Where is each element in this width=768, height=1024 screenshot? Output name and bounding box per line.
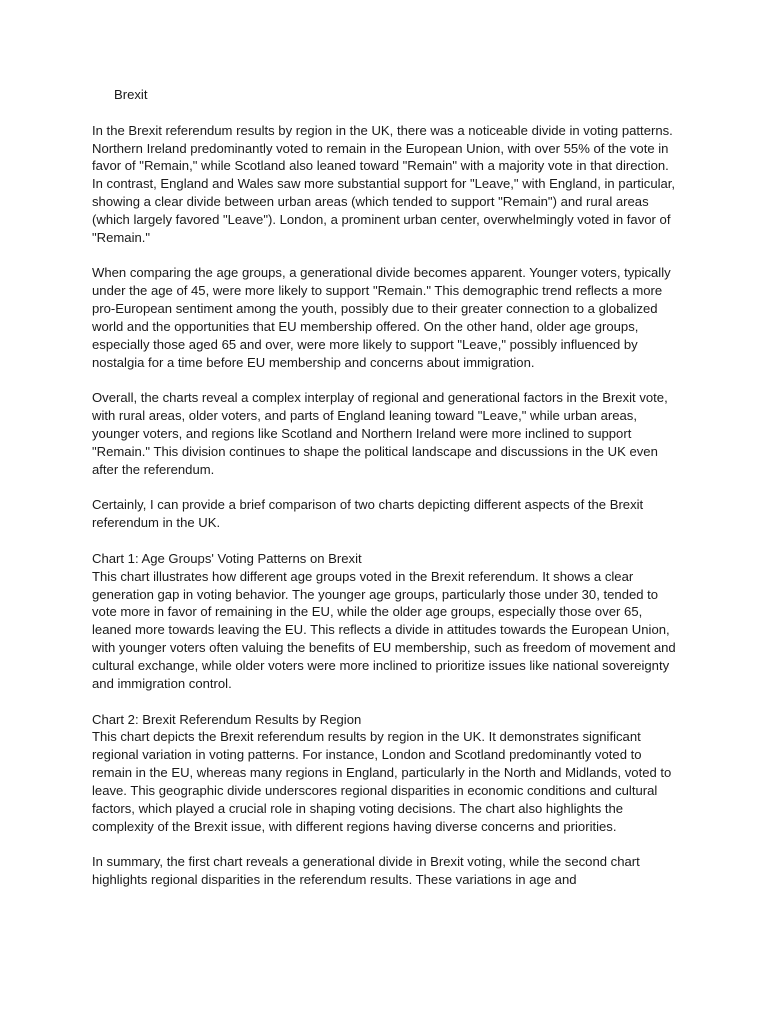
chart2-heading: Chart 2: Brexit Referendum Results by Region [92, 711, 362, 727]
document-title: Brexit [114, 87, 148, 102]
paragraph-summary: In summary, the first chart reveals a generational divide in Brexit voting, while the second chart highlights regional disparities in the referendum results. These variations in age and [92, 854, 640, 888]
paragraph-intro-comparison: Certainly, I can provide a brief comparison of two charts depicting different aspects of the Brexit referendum in the UK. [92, 497, 644, 531]
document-page [92, 86, 682, 907]
paragraph-overall: Overall, the charts reveal a complex interplay of regional and generational factors in the Brexit vote, with rural areas, older voters, and parts of England leaning toward "Leave," while urban areas, younger voters, and regions like Scotland and Northern Ireland were more inclined to support "Remain." This division continues to shape the political landscape and discussions in the UK even after the referendum. [92, 390, 668, 477]
chart2-description: This chart depicts the Brexit referendum results by region in the UK. It demonstrates significant regional variation in voting patterns. For instance, London and Scotland predominantly voted to remain in the EU, whereas many regions in England, particularly in the North and Midlands, voted to leave. This geographic divide underscores regional disparities in economic conditions and cultural factors, which played a crucial role in shaping voting decisions. The chart also highlights the complexity of the Brexit issue, with different regions having diverse concerns and priorities. [92, 729, 672, 834]
chart1-heading: Chart 1: Age Groups' Voting Patterns on Brexit [92, 550, 362, 566]
paragraph-age-groups: When comparing the age groups, a generational divide becomes apparent. Younger voters, typically under the age of 45, were more likely to support "Remain." This demographic trend reflects a more pro-European sentiment among the youth, possibly due to their greater connection to a globalized world and the opportunities that EU membership offered. On the other hand, older age groups, especially those aged 65 and over, were more likely to support "Leave," possibly influenced by nostalgia for a time before EU membership and concerns about immigration. [92, 265, 671, 370]
chart1-section [92, 550, 682, 693]
chart1-description: This chart illustrates how different age groups voted in the Brexit referendum. It shows a clear generation gap in voting behavior. The younger age groups, particularly those under 30, tended to vote more in favor of remaining in the EU, while the older age groups, especially those over 65, leaned more towards leaving the EU. This reflects a divide in attitudes towards the European Union, with younger voters often valuing the benefits of EU membership, such as freedom of movement and cultural exchange, while older voters were more inclined to prioritize issues like national sovereignty and immigration control. [92, 568, 676, 691]
paragraph-regional-results: In the Brexit referendum results by region in the UK, there was a noticeable divide in voting patterns. Northern Ireland predominantly voted to remain in the European Union, with over 55% of the vote in favor of "Remain," while Scotland also leaned toward "Remain" with a majority vote in that direction. In contrast, England and Wales saw more substantial support for "Leave," with England, in particular, showing a clear divide between urban areas (which tended to support "Remain") and rural areas (which largely favored "Leave"). London, a prominent urban center, overwhelmingly voted in favor of "Remain." [92, 122, 676, 245]
chart2-section [92, 711, 682, 836]
